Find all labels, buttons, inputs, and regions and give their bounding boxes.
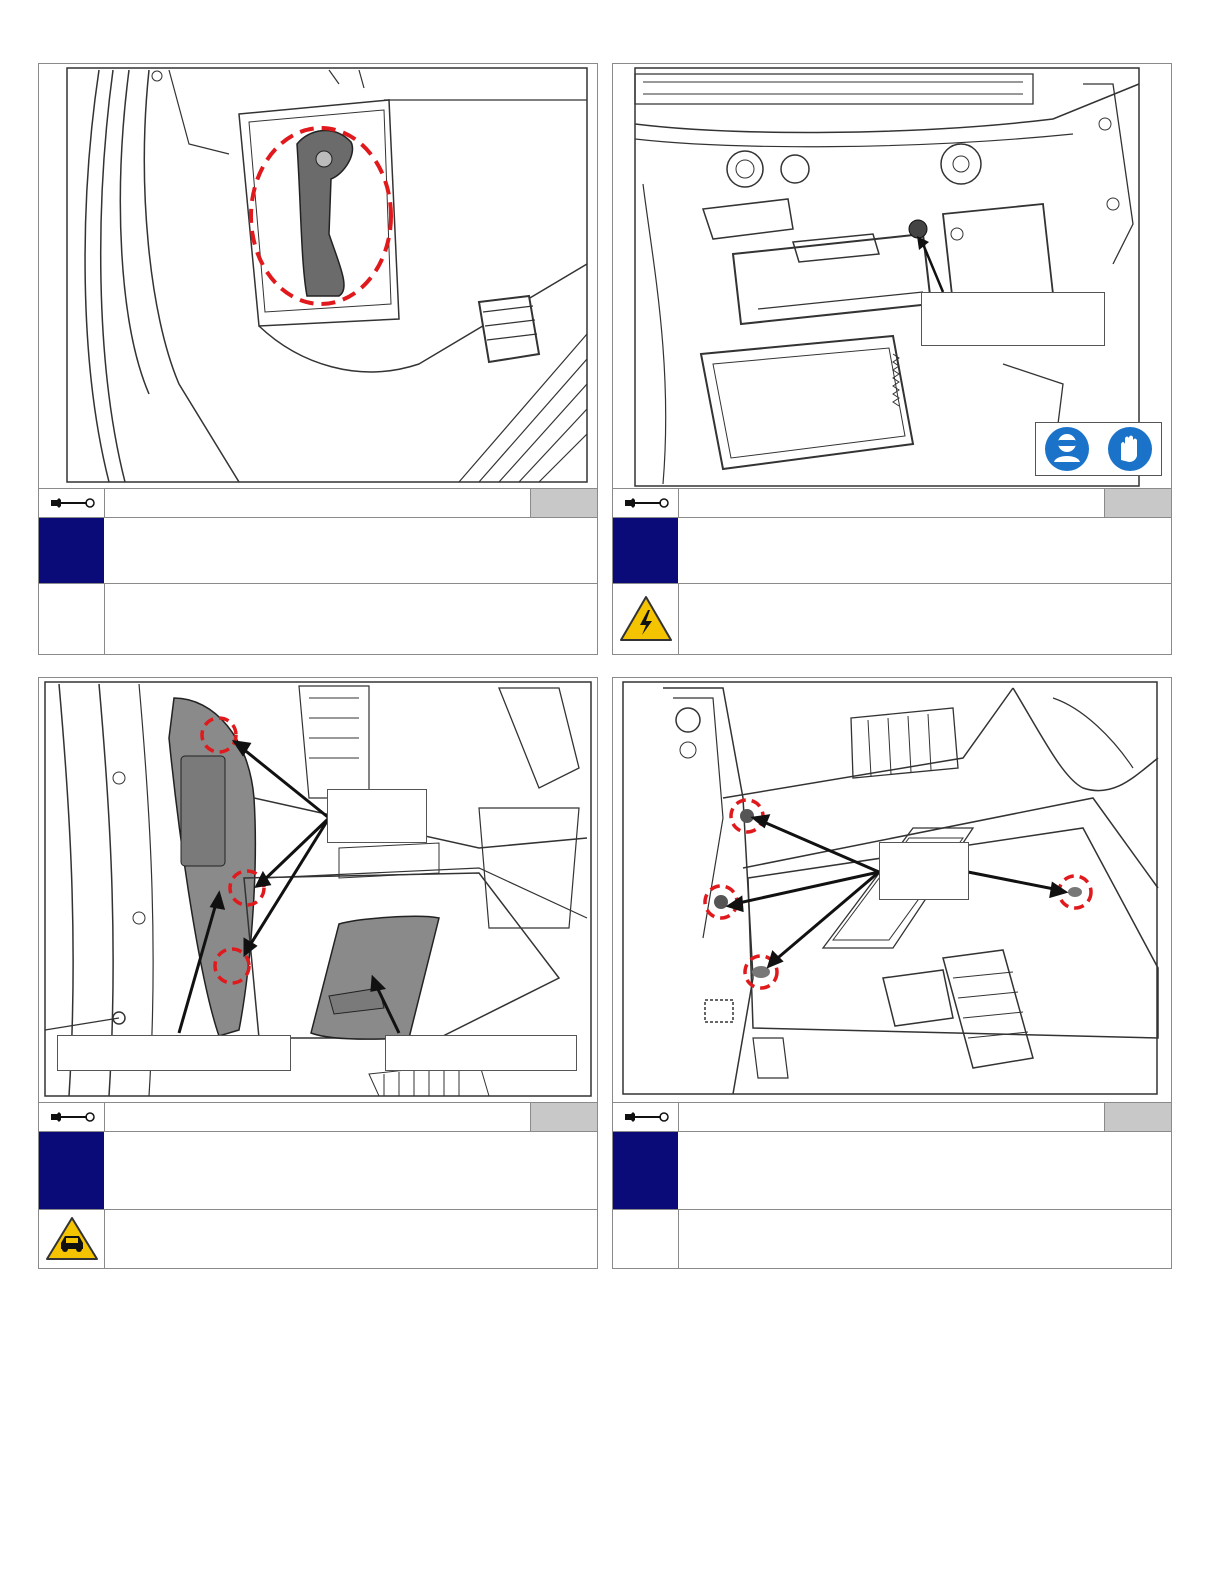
step-row — [613, 518, 1171, 584]
wrench-icon — [613, 489, 679, 517]
time-tab — [530, 489, 597, 517]
step-panel-battery — [612, 63, 1172, 655]
step-number — [613, 1132, 678, 1209]
note-row — [613, 1210, 1171, 1268]
note-icon-cell — [39, 584, 105, 654]
step-panel-lower-dash — [612, 677, 1172, 1269]
step-number — [39, 1132, 104, 1209]
time-tab — [1104, 489, 1171, 517]
callout-negative-terminal — [921, 292, 1105, 346]
note-icon-cell — [613, 1210, 679, 1268]
note-icon-cell — [39, 1210, 105, 1268]
time-tab — [530, 1103, 597, 1131]
step-panel-side-trim — [38, 677, 598, 1269]
illustration-hood-release-lever — [39, 64, 597, 488]
note-row — [39, 584, 597, 654]
step-panel-hood-release — [38, 63, 598, 655]
wrench-icon — [39, 1103, 105, 1131]
gloves-icon — [1107, 426, 1153, 472]
note-row — [613, 584, 1171, 654]
safety-glasses-icon — [1044, 426, 1090, 472]
callout-clips — [327, 789, 427, 843]
step-number — [613, 518, 678, 583]
callout-fuse-cover — [385, 1035, 577, 1071]
callout-side-trim — [57, 1035, 291, 1071]
tool-row — [613, 488, 1171, 518]
ppe-sign — [1035, 422, 1162, 476]
step-number — [39, 518, 104, 583]
step-row — [39, 1132, 597, 1210]
electrical-hazard-icon — [618, 594, 674, 644]
tool-row — [613, 1102, 1171, 1132]
step-row — [613, 1132, 1171, 1210]
wrench-icon — [613, 1103, 679, 1131]
note-icon-cell — [613, 584, 679, 654]
note-row — [39, 1210, 597, 1268]
time-tab — [1104, 1103, 1171, 1131]
callout-fasteners — [879, 842, 969, 900]
tool-row — [39, 488, 597, 518]
wrench-icon — [39, 489, 105, 517]
tool-row — [39, 1102, 597, 1132]
step-row — [39, 518, 597, 584]
hood-release-drawing — [39, 64, 597, 488]
vehicle-warning-icon — [44, 1215, 100, 1263]
